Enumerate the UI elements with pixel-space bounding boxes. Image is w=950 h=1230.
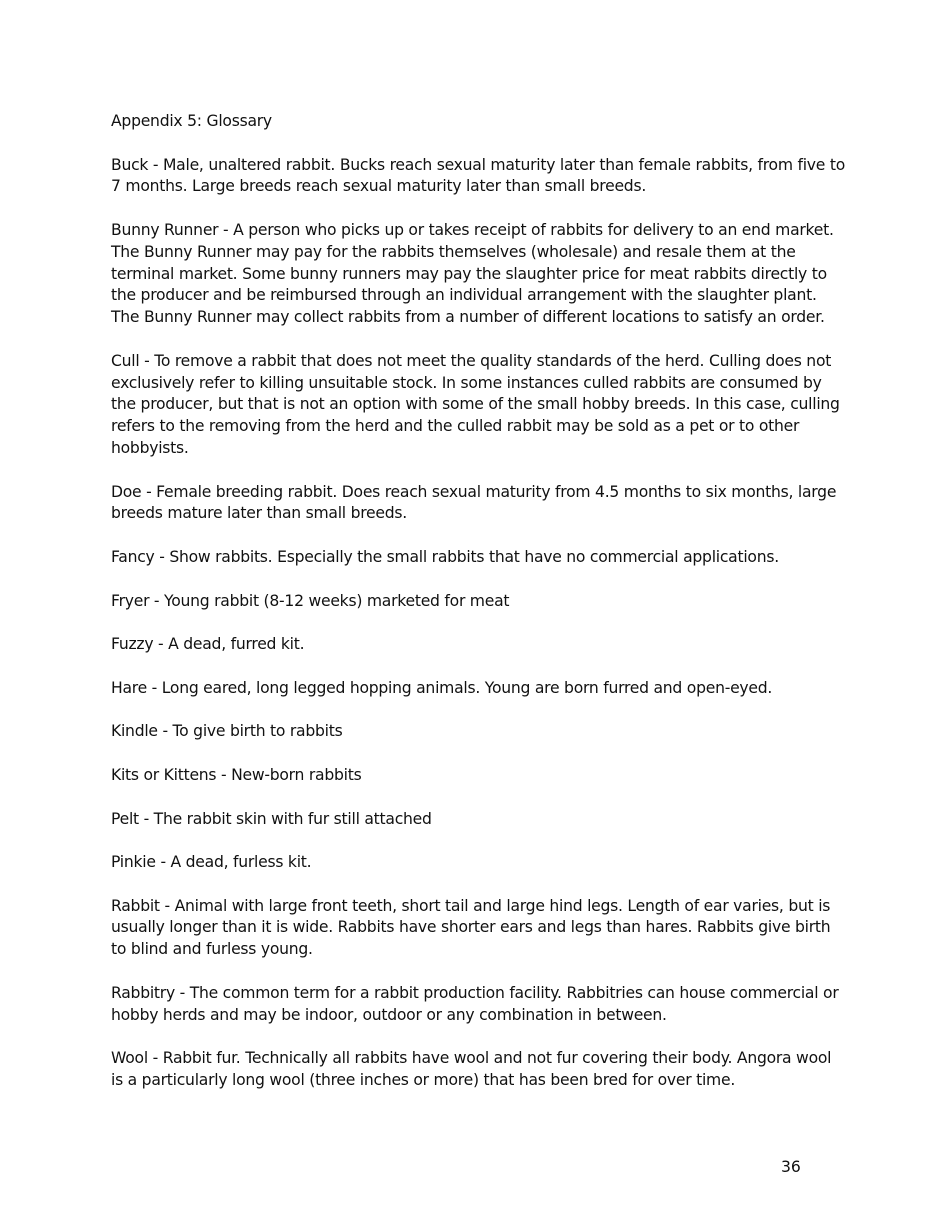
page-number: 36 xyxy=(781,1158,801,1176)
glossary-entry-wool: Wool - Rabbit fur. Technically all rabbits have wool and not fur covering their body. Angora wool is a particularly long wool (three inches or more) that has been bred for over time. xyxy=(111,1049,832,1090)
glossary-entry-pinkie: Pinkie - A dead, furless kit. xyxy=(111,853,312,872)
glossary-content xyxy=(111,111,846,1114)
glossary-entry-kits: Kits or Kittens - New-born rabbits xyxy=(111,765,362,784)
glossary-entry-hare: Hare - Long eared, long legged hopping animals. Young are born furred and open-eyed. xyxy=(111,678,773,697)
glossary-entry-rabbitry: Rabbitry - The common term for a rabbit production facility. Rabbitries can house commercial or hobby herds and may be indoor, outdoor or any combination in between. xyxy=(111,983,839,1024)
glossary-entry-cull: Cull - To remove a rabbit that does not meet the quality standards of the herd. Culling does not exclusively refer to killing unsuitable stock. In some instances culled rabbits are consumed by the producer, but that is not an option with some of the small hobby breeds. In this case, culling refers to the removing from the herd and the culled rabbit may be sold as a pet or to other hobbyists. xyxy=(111,351,840,457)
glossary-entry-rabbit: Rabbit - Animal with large front teeth, short tail and large hind legs. Length of ear varies, but is usually longer than it is wide. Rabbits have shorter ears and legs than hares. Rabbits give birth to blind and furless young. xyxy=(111,896,831,959)
glossary-entry-fancy: Fancy - Show rabbits. Especially the small rabbits that have no commercial applications. xyxy=(111,547,779,566)
glossary-entry-fryer: Fryer - Young rabbit (8-12 weeks) marketed for meat xyxy=(111,591,510,610)
glossary-entry-doe: Doe - Female breeding rabbit. Does reach sexual maturity from 4.5 months to six months, large breeds mature later than small breeds. xyxy=(111,482,837,523)
glossary-entry-bunny-runner: Bunny Runner - A person who picks up or takes receipt of rabbits for delivery to an end market. The Bunny Runner may pay for the rabbits themselves (wholesale) and resale them at the terminal market. Some bunny runners may pay the slaughter price for meat rabbits directly to the producer and be reimbursed through an individual arrangement with the slaughter plant. The Bunny Runner may collect rabbits from a number of different locations to satisfy an order. xyxy=(111,220,834,327)
glossary-entry-pelt: Pelt - The rabbit skin with fur still attached xyxy=(111,809,432,828)
glossary-entry-fuzzy: Fuzzy - A dead, furred kit. xyxy=(111,635,305,654)
glossary-entry-kindle: Kindle - To give birth to rabbits xyxy=(111,722,343,741)
page-title: Appendix 5: Glossary xyxy=(111,112,272,130)
glossary-entry-buck: Buck - Male, unaltered rabbit. Bucks reach sexual maturity later than female rabbits, from five to 7 months. Large breeds reach sexual maturity later than small breeds. xyxy=(111,155,845,196)
